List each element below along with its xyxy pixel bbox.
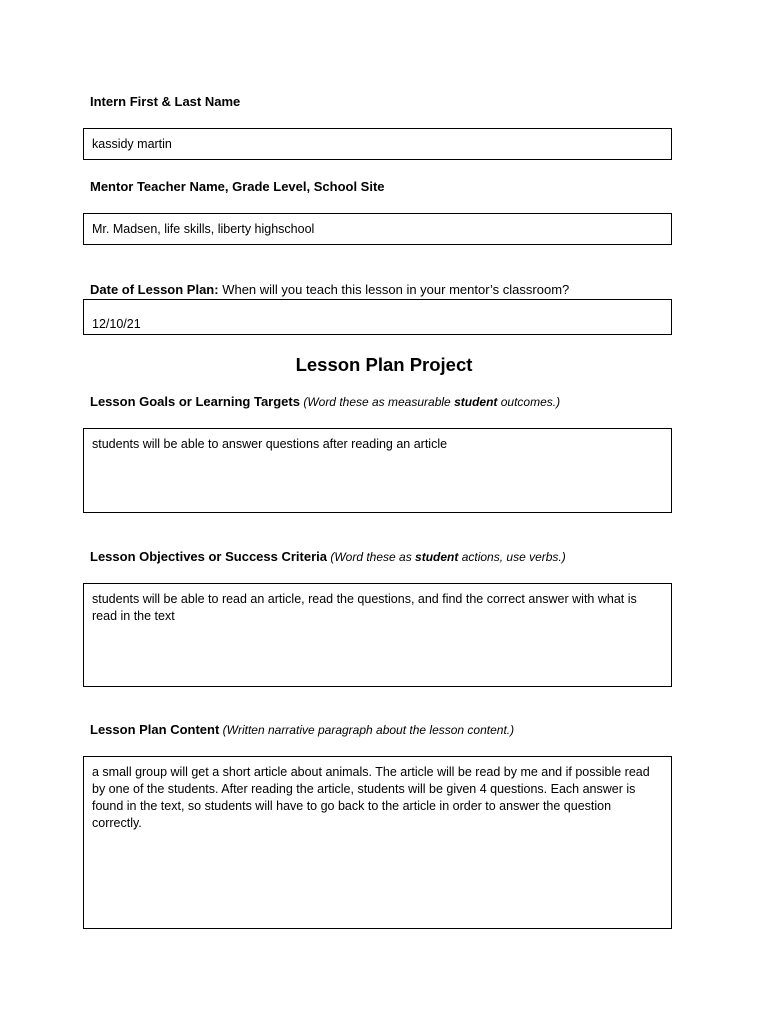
mentor-info-label (90, 179, 385, 195)
lesson-date-label-text: Date of Lesson Plan: (90, 282, 219, 297)
mentor-info-field[interactable]: Mr. Madsen, life skills, liberty highschool (83, 213, 672, 245)
lesson-objectives-hint-post: actions, use verbs.) (458, 550, 566, 564)
lesson-content-label-text: Lesson Plan Content (90, 722, 220, 737)
intern-name-label-text: Intern First & Last Name (90, 94, 241, 109)
lesson-objectives-hint-bold: student (415, 550, 459, 564)
lesson-content-hint: (Written narrative paragraph about the lesson content.) (219, 723, 515, 737)
mentor-info-label-text: Mentor Teacher Name, Grade Level, School Site (90, 179, 385, 194)
lesson-date-prompt: When will you teach this lesson in your mentor’s classroom? (218, 282, 570, 297)
lesson-goals-field[interactable]: students will be able to answer questions after reading an article (83, 428, 672, 513)
lesson-goals-hint-bold: student (454, 395, 498, 409)
lesson-objectives-hint-pre: (Word these as (327, 550, 416, 564)
lesson-content-label (90, 722, 514, 738)
intern-name-label (90, 94, 240, 110)
lesson-goals-label (90, 394, 560, 410)
lesson-objectives-label (90, 549, 566, 565)
lesson-goals-hint-pre: (Word these as measurable (299, 395, 455, 409)
intern-name-field[interactable]: kassidy martin (83, 128, 672, 160)
page-title: Lesson Plan Project (295, 354, 473, 375)
lesson-content-field[interactable]: a small group will get a short article about animals. The article will be read by me and if possible read by one of the students. After reading the article, students will be given 4 questions. Each answer is found in the text, so students will have to go back to the article in order to answer the question correctly. (83, 756, 672, 929)
lesson-date-label (90, 282, 569, 298)
lesson-goals-hint-post: outcomes.) (497, 395, 561, 409)
lesson-date-field[interactable]: 12/10/21 (83, 299, 672, 335)
lesson-objectives-field[interactable]: students will be able to read an article, read the questions, and find the correct answer with what is read in the text (83, 583, 672, 687)
lesson-goals-label-text: Lesson Goals or Learning Targets (90, 394, 300, 409)
lesson-objectives-label-text: Lesson Objectives or Success Criteria (90, 549, 327, 564)
